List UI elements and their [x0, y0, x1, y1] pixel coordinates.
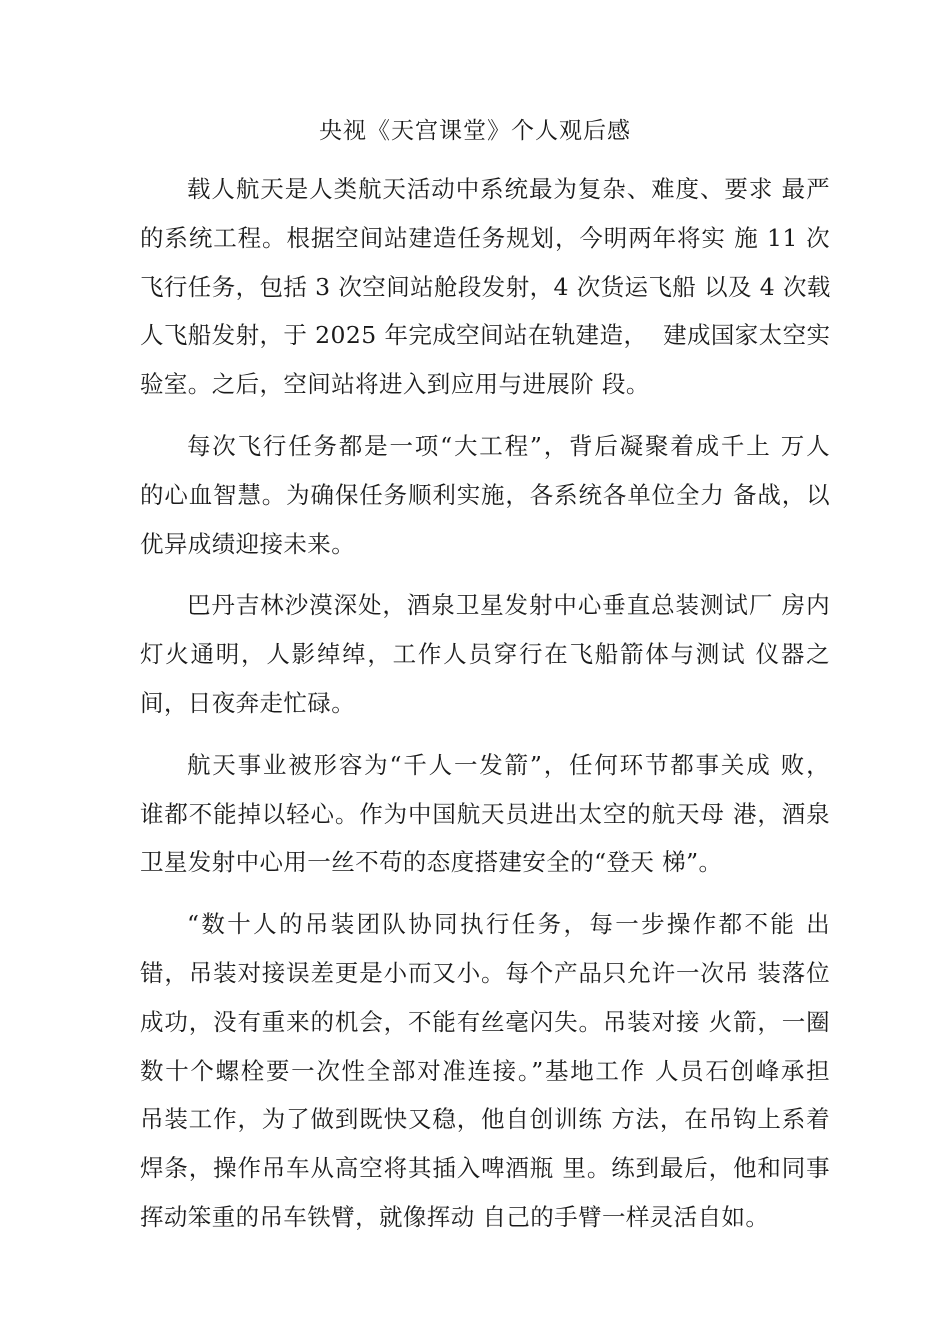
text-line: 的系统工程。根据空间站建造任务规划，今明两年将实 施 11 次: [140, 223, 830, 252]
text-line: 间，日夜奔走忙碌。: [140, 688, 356, 717]
text-line: 人飞船发射，于 2025 年完成空间站在轨建造， 建成国家太空实: [140, 321, 831, 350]
text-line: 每次飞行任务都是一项“大工程”，背后凝聚着成千上 万人: [187, 431, 830, 460]
text-line: “数十人的吊装团队协同执行任务，每一步操作都不能 出: [187, 910, 830, 939]
text-line: 焊条，操作吊车从高空将其插入啤酒瓶 里。练到最后，他和同事: [140, 1154, 830, 1183]
text-line: 灯火通明，人影绰绰，工作人员穿行在飞船箭体与测试 仪器之: [140, 640, 830, 669]
text-line: 错，吊装对接误差更是小而又小。每个产品只允许一次吊 装落位: [140, 958, 830, 987]
text-line: 谁都不能掉以轻心。作为中国航天员进出太空的航天母 港，酒泉: [140, 799, 830, 828]
text-line: 挥动笨重的吊车铁臂，就像挥动 自己的手臂一样灵活自如。: [140, 1202, 770, 1231]
text-line: 优异成绩迎接未来。: [140, 529, 356, 558]
text-line: 吊装工作，为了做到既快又稳，他自创训练 方法，在吊钩上系着: [140, 1105, 830, 1134]
text-line: 载人航天是人类航天活动中系统最为复杂、难度、要求 最严: [187, 175, 830, 203]
text-line: 航天事业被形容为“千人一发箭”，任何环节都事关成 败，: [187, 750, 830, 779]
document-body: [140, 165, 830, 1255]
text-line: 巴丹吉林沙漠深处，酒泉卫星发射中心垂直总装测试厂 房内: [187, 591, 830, 620]
paragraph-5: [140, 900, 830, 1242]
paragraph-3: [140, 581, 830, 727]
paragraph-4: [140, 741, 830, 887]
text-line: 数十个螺栓要一次性全部对准连接。”基地工作 人员石创峰承担: [140, 1056, 830, 1085]
document-title: 央视《天宫课堂》个人观后感: [319, 118, 631, 144]
paragraph-1: [140, 165, 830, 409]
text-line: 飞行任务，包括 3 次空间站舱段发射，4 次货运飞船 以及 4 次载: [140, 272, 831, 301]
text-line: 成功，没有重来的机会，不能有丝毫闪失。吊装对接 火箭，一圈: [140, 1007, 830, 1036]
text-line: 的心血智慧。为确保任务顺利实施，各系统各单位全力 备战，以: [140, 480, 830, 509]
text-line: 验室。之后，空间站将进入到应用与进展阶 段。: [140, 370, 650, 399]
text-line: 卫星发射中心用一丝不苟的态度搭建安全的“登天 梯”。: [140, 848, 723, 877]
paragraph-2: [140, 422, 830, 568]
